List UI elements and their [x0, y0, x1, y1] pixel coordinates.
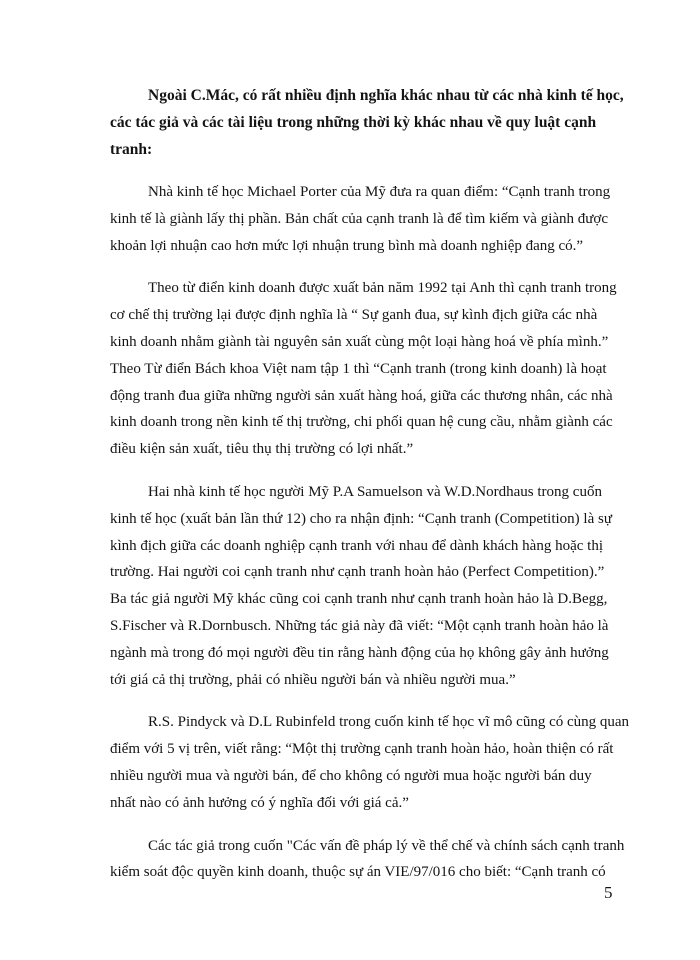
- paragraph-line: Nhà kinh tế học Michael Porter của Mỹ đưa ra quan điểm: “Cạnh tranh trong: [148, 184, 611, 200]
- paragraph-line: kiểm soát độc quyền kinh doanh, thuộc sự án VIE/97/016 cho biết: “Cạnh tranh có: [110, 864, 606, 881]
- paragraph-line: tới giá cả thị trường, phải có nhiều người bán và nhiều người mua.”: [110, 671, 516, 688]
- section-heading: [110, 82, 624, 163]
- heading-line: các tác giả và các tài liệu trong những thời kỳ khác nhau về quy luật cạnh: [110, 114, 597, 131]
- paragraph-line: kình địch giữa các doanh nghiệp cạnh tranh với nhau để dành khách hàng hoặc thị: [110, 537, 603, 554]
- paragraph-samuelson: [110, 479, 618, 693]
- paragraph-dictionary: [110, 275, 618, 463]
- paragraph-line: kinh tế học (xuất bản lần thứ 12) cho ra nhận định: “Cạnh tranh (Competition) là sự: [110, 510, 612, 527]
- paragraph-line: động tranh đua giữa những người sản xuất hàng hoá, giữa các thương nhân, các nhà: [110, 387, 613, 404]
- paragraph-line: kinh tế là giành lấy thị phần. Bản chất của cạnh tranh là để tìm kiếm và giành được: [110, 210, 608, 227]
- paragraph-line: nhiều người mua và người bán, để cho không có người mua hoặc người bán duy: [110, 767, 592, 784]
- paragraph-line: Ba tác giả người Mỹ khác cũng coi cạnh tranh như cạnh tranh hoàn hảo là D.Begg,: [110, 591, 608, 608]
- page-number: 5: [604, 883, 613, 902]
- heading-line: Ngoài C.Mác, có rất nhiều định nghĩa khác nhau từ các nhà kinh tế học,: [148, 87, 624, 104]
- paragraph-line: điều kiện sản xuất, tiêu thụ thị trường có lợi nhất.”: [110, 441, 414, 458]
- paragraph-line: kinh doanh nhằm giành tài nguyên sản xuất cùng một loại hàng hoá về phía mình.”: [110, 333, 609, 350]
- paragraph-line: trường. Hai người coi cạnh tranh như cạnh tranh hoàn hảo (Perfect Competition).”: [110, 564, 605, 581]
- paragraph-line: khoản lợi nhuận cao hơn mức lợi nhuận trung bình mà doanh nghiệp đang có.”: [110, 237, 584, 254]
- paragraph-line: kinh doanh trong nền kinh tế thị trường, chi phối quan hệ cung cầu, nhằm giành các: [110, 414, 613, 431]
- paragraph-line: Hai nhà kinh tế học người Mỹ P.A Samuelson và W.D.Nordhaus trong cuốn: [148, 483, 602, 500]
- paragraph-line: S.Fischer và R.Dornbusch. Những tác giả này đã viết: “Một cạnh tranh hoàn hảo là: [110, 617, 609, 634]
- paragraph-line: ngành mà trong đó mọi người đều tin rằng hành động của họ không gây ảnh hưởng: [110, 644, 609, 661]
- paragraph-line: cơ chế thị trường lại được định nghĩa là “ Sự ganh đua, sự kình địch giữa các nhà: [110, 307, 598, 324]
- paragraph-line: Theo Từ điển Bách khoa Việt nam tập 1 thì “Cạnh tranh (trong kinh doanh) là hoạt: [110, 360, 607, 377]
- paragraph-line: R.S. Pindyck và D.L Rubinfeld trong cuốn kinh tế học vĩ mô cũng có cùng quan: [148, 714, 630, 731]
- paragraph-line: nhất nào có ảnh hưởng có ý nghĩa đối với giá cả.”: [110, 794, 409, 811]
- paragraph-line: điểm với 5 vị trên, viết rằng: “Một thị trường cạnh tranh hoàn hảo, hoàn thiện có rất: [110, 741, 614, 758]
- paragraph-pindyck: [110, 709, 630, 816]
- paragraph-vie-project: [110, 833, 625, 887]
- paragraph-line: Theo từ điển kinh doanh được xuất bản năm 1992 tại Anh thì cạnh tranh trong: [148, 280, 617, 297]
- paragraph-line: Các tác giả trong cuốn "Các vấn đề pháp lý về thể chế và chính sách cạnh tranh: [148, 837, 625, 854]
- body-text: [110, 82, 630, 902]
- heading-line: tranh:: [110, 141, 153, 158]
- paragraph-porter: [110, 179, 618, 259]
